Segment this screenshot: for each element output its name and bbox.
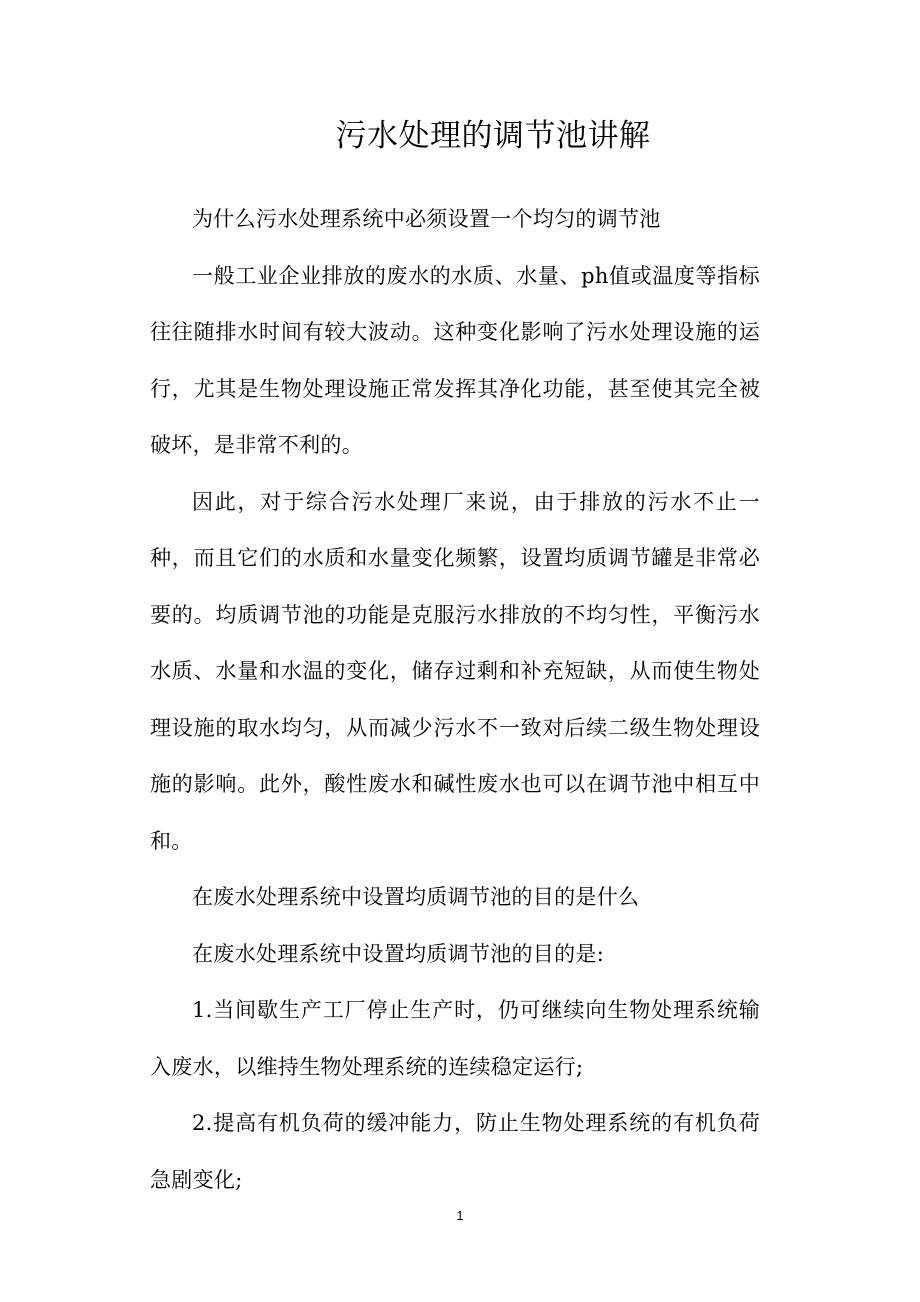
document-body [150,191,760,1208]
paragraph-intro: 一般工业企业排放的废水的水质、水量、ph值或温度等指标往往随排水时间有较大波动。这种变化影响了污水处理设施的运行，尤其是生物处理设施正常发挥其净化功能，甚至使其完全被破坏，是非常不利的。 [150,263,760,457]
paragraph-function: 因此，对于综合污水处理厂来说，由于排放的污水不止一种，而且它们的水质和水量变化频繁，设置均质调节罐是非常必要的。均质调节池的功能是克服污水排放的不均匀性，平衡污水水质、水量和水温的变化，储存过剩和补充短缺，从而使生物处理设施的取水均匀，从而减少污水不一致对后续二级生物处理设施的影响。此外，酸性废水和碱性废水也可以在调节池中相互中和。 [150,489,760,853]
page-number: 1 [456,1208,464,1223]
document-title: 污水处理的调节池讲解 [335,118,651,154]
list-item-1: 1.当间歇生产工厂停止生产时，仍可继续向生物处理系统输入废水，以维持生物处理系统的连续稳定运行; [150,998,760,1079]
paragraph-purpose-question: 在废水处理系统中设置均质调节池的目的是什么 [192,885,640,909]
paragraph-question: 为什么污水处理系统中必须设置一个均匀的调节池 [192,207,661,231]
list-item-2: 2.提高有机负荷的缓冲能力，防止生物处理系统的有机负荷急剧变化; [150,1111,760,1192]
paragraph-purpose-lead: 在废水处理系统中设置均质调节池的目的是: [192,941,605,966]
